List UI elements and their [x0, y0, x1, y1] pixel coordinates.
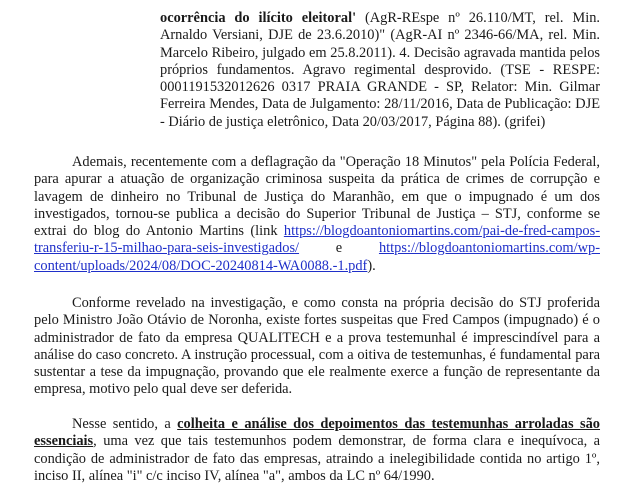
para1-text-before: Ademais, recentemente com a deflagração da "Operação 18 Minutos" pela Polícia Federal, para apurar a atuação de organização criminosa suspeita da prática de crimes de corrupção e lavagem de dinheiro no Tribunal de Justiça do Maranhão, em que o impugnado é um dos investigados, tornou-se publica a decisão do Superior Tribunal de Justiça – STJ, conforme se extrai do blog do Antonio Martins (link: [34, 154, 600, 240]
jurisprudence-quote: [160, 10, 600, 131]
blog-link-2[interactable]: https://blogdoantoniomartins.com/wp-content/uploads/2024/08/DOC-20240814-WA0088.-1.pdf: [34, 240, 600, 274]
para3-emphasis: colheita e análise dos depoimentos das testemunhas arroladas são essenciais: [34, 416, 601, 450]
para3-text-after: , uma vez que tais testemunhos podem demonstrar, de forma clara e inequívoca, a condição de administrador de fato das empresas, atraindo a inelegibilidade contida no artigo 1º, inciso II, alínea "i" c/c inciso IV, alínea "a", ambos da LC nº 64/1990.: [34, 433, 600, 484]
blog-link-1[interactable]: https://blogdoantoniomartins.com/pai-de-fred-campos-transferiu-r-15-milhao-para-seis-investigados/: [34, 223, 600, 257]
para1-text-after: ).: [367, 257, 376, 274]
para1-middle: e: [299, 240, 379, 257]
para2-text: Conforme revelado na investigação, e como consta na própria decisão do STJ proferida pelo Ministro João Otávio de Noronha, existe fortes suspeitas que Fred Campos (impugnado) é o administrador de fato da empresa QUALITECH e a prova testemunhal é imprescindível para a análise do caso concreto. A instrução processual, com a oitiva de testemunhas, é fundamental para sustentar a tese da impugnação, provando que ele realmente exerce a função de representante da empresa, motivo pelo qual deve ser deferida.: [34, 295, 600, 398]
quote-bold-lead: ocorrência do ilícito eleitoral': [160, 10, 357, 26]
paragraph-operation-18-minutos: [34, 154, 600, 275]
paragraph-witness-evidence: [34, 416, 600, 485]
paragraph-stj-decision: [34, 295, 600, 399]
quote-text: (AgR-REspe nº 26.110/MT, rel. Min. Arnaldo Versiani, DJE de 23.6.2010)" (AgR-AI nº 2346-66/MA, rel. Min. Marcelo Ribeiro, julgado em 25.8.2011). 4. Decisão agravada mantida pelos próprios fundamentos. Agravo regimental desprovido. (TSE - RESPE: 0001191532012626 0317 PRAIA GRANDE - SP, Relator: Min. Gilmar Ferreira Mendes, Data de Julgamento: 28/11/2016, Data de Publicação: DJE - Diário de justiça eletrônico, Data 20/03/2017, Página 88). (grifei): [160, 10, 600, 130]
para3-text-before: Nesse sentido, a: [72, 416, 178, 432]
